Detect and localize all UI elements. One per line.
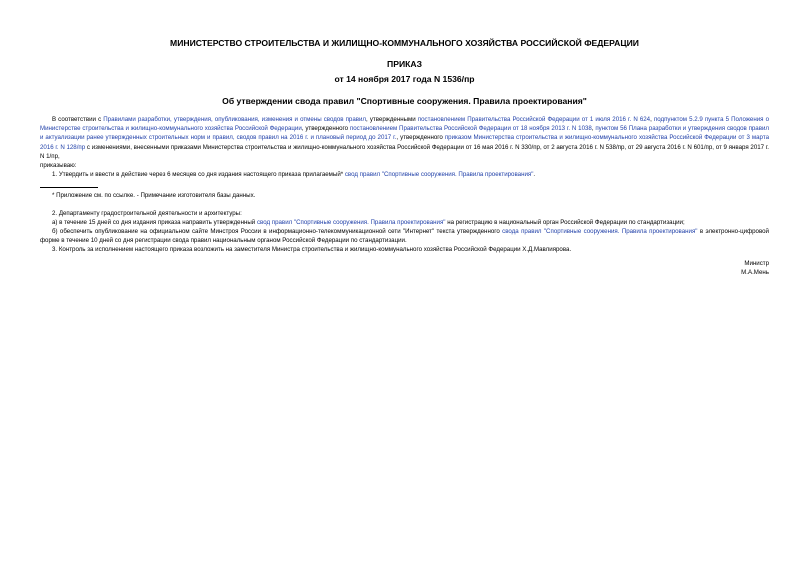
preamble-text: ,	[650, 116, 654, 123]
document-body	[40, 115, 769, 255]
date-number: от 14 ноября 2017 года N 1536/пр	[334, 74, 475, 84]
footnote-separator	[40, 187, 98, 188]
code-of-rules-link-2[interactable]: свод правил "Спортивные сооружения. Правила проектирования"	[256, 218, 446, 226]
item-2a-text: а) в течение 15 дней со дня издания приказа направить утвержденный	[52, 218, 257, 226]
document-page	[40, 38, 769, 277]
item-1-text: 1. Утвердить и ввести в действие через 6 месяцев со дня издания настоящего приказа прилагаемый*	[52, 171, 345, 179]
preamble-text: В соответствии с	[52, 116, 104, 123]
plan-item-56-link[interactable]: пунктом 56 Плана разработки и утверждения сводов правил и актуализации ранее утвержденных строительных норм и правил, сводов правил на 2016 г. и плановый период до 2017 г.	[40, 125, 769, 142]
document-type: ПРИКАЗ	[387, 59, 422, 69]
preamble-text: , утвержденного	[396, 134, 445, 142]
orders-line: приказываю:	[40, 162, 77, 170]
item-2b-text: б) обеспечить опубликование на официальном сайте Минстроя России в информационно-телекоммуникационной сети "Интернет" текста утвержденного	[52, 228, 503, 236]
signature-block	[40, 259, 769, 277]
resolution-624-link[interactable]: постановлением Правительства Российской Федерации от 1 июля 2016 г. N 624	[417, 116, 651, 123]
preamble-text: с изменениями, внесенными приказами Министерства строительства и жилищно-коммунального хозяйства Российской Федерации от 16 мая 2016 г. N 330/пр, от 2 августа 2016 г. N 538/пр, от 29 августа 2016 г. N 601/пр, от 9 января 2017 г. N 1/пр,	[40, 143, 769, 160]
signature-position: Министр	[744, 259, 769, 267]
item-2a	[40, 218, 769, 227]
signature-name: М.А.Мень	[741, 268, 769, 276]
item-1	[40, 170, 769, 179]
ministry-heading: МИНИСТЕРСТВО СТРОИТЕЛЬСТВА И ЖИЛИЩНО-КОММУНАЛЬНОГО ХОЗЯЙСТВА РОССИЙСКОЙ ФЕДЕРАЦИИ	[170, 38, 639, 48]
item-3: 3. Контроль за исполнением настоящего приказа возложить на заместителя Министра строительства и жилищно-коммунального хозяйства Российской Федерации Х.Д.Мавлиярова.	[52, 246, 572, 254]
regulation-link[interactable]: подпунктом 5.2.9 пункта 5 Положения о Министерстве строительства и жилищно-коммунального хозяйства Российской Федерации	[40, 116, 769, 133]
item-1-text: .	[533, 171, 536, 179]
code-of-rules-link-3[interactable]: свода правил "Спортивные сооружения. Правила проектирования"	[502, 228, 698, 236]
preamble-text: , утвержденного	[301, 125, 350, 133]
item-2-intro: 2. Департаменту градостроительной деятельности и архитектуры:	[52, 209, 242, 217]
preamble-paragraph	[40, 115, 769, 161]
document-title: Об утверждении свода правил "Спортивные сооружения. Правила проектирования"	[222, 96, 587, 106]
item-2a-text: на регистрацию в национальный орган Российской Федерации по стандартизации;	[445, 218, 685, 226]
spacer	[40, 201, 769, 209]
preamble-text: ,	[591, 125, 596, 133]
code-of-rules-link[interactable]: свод правил "Спортивные сооружения. Правила проектирования"	[344, 171, 534, 179]
preamble-text: , утвержденными	[366, 116, 418, 123]
order-128-link[interactable]: приказом Министерства строительства и жилищно-коммунального хозяйства Российской Федерации от 3 марта 2016 г. N 128/пр	[40, 134, 769, 151]
rules-link[interactable]: Правилами разработки, утверждения, опубликования, изменения и отмены сводов правил	[103, 116, 367, 123]
item-2b-text: в электронно-цифровой форме в течение 10 дней со дня регистрации свода правил национальным органом Российской Федерации по стандартизации.	[40, 228, 769, 245]
resolution-1038-link[interactable]: постановлением Правительства Российской Федерации от 18 ноября 2013 г. N 1038	[349, 125, 592, 133]
item-2b	[40, 227, 769, 245]
footnote: * Приложение см. по ссылке. - Примечание изготовителя базы данных.	[52, 192, 256, 200]
